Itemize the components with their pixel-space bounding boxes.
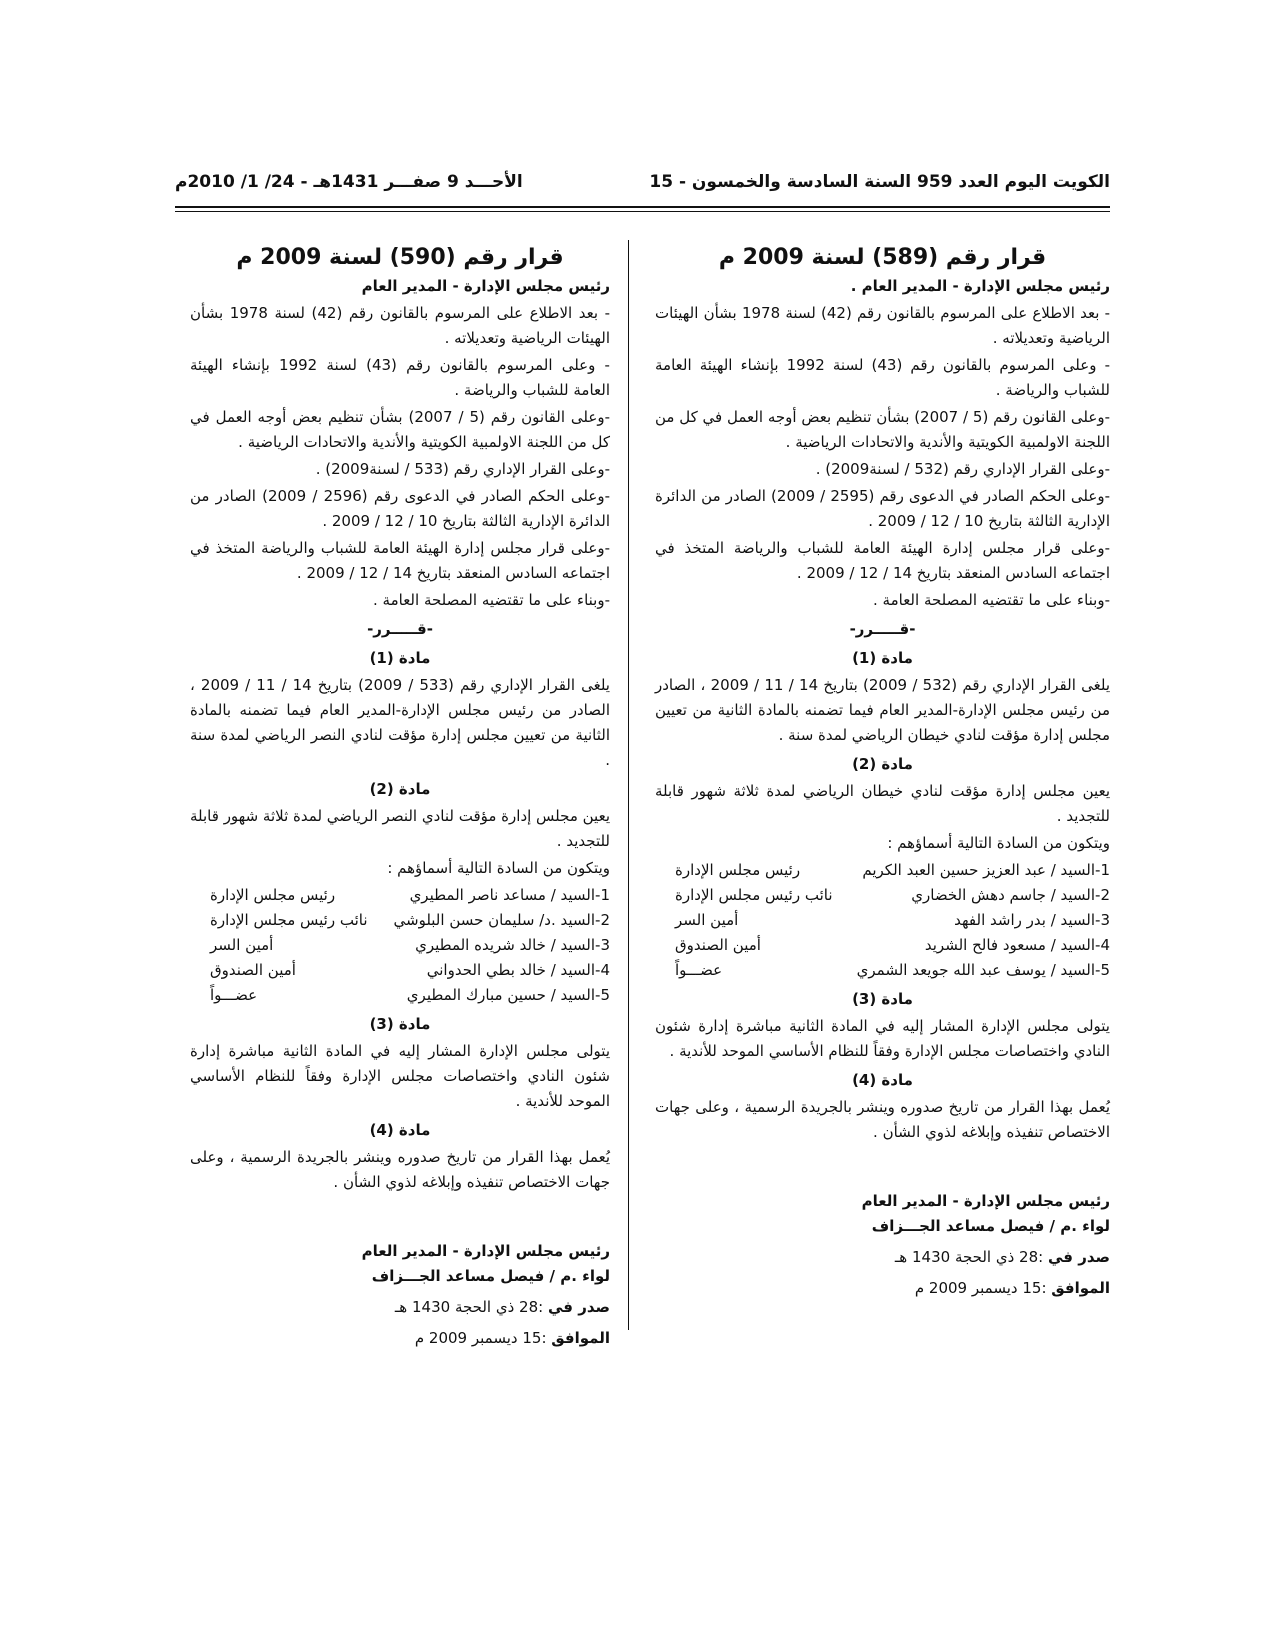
issued-hijri: :28 ذي الحجة 1430 هـ	[894, 1248, 1044, 1266]
member-row	[655, 958, 1110, 983]
signature-block	[655, 1189, 1110, 1301]
member-row	[655, 908, 1110, 933]
issued-hijri: :28 ذي الحجة 1430 هـ	[394, 1298, 544, 1316]
member-row	[655, 858, 1110, 883]
member-role: رئيس مجلس الإدارة	[675, 861, 801, 879]
article-text: يتولى مجلس الإدارة المشار إليه في المادة الثانية مباشرة إدارة شئون النادي واختصاصات مجلس الإدارة وفقاً للنظام الأساسي الموحد للأندية .	[655, 1017, 1110, 1060]
article-heading: مادة (1)	[852, 649, 913, 667]
signature-title: رئيس مجلس الإدارة - المدير العام	[361, 1242, 610, 1260]
article-text: يلغى القرار الإداري رقم (533 / 2009) بتاريخ 14 / 11 / 2009 ، الصادر من رئيس مجلس الإدارة-المدير العام فيما تضمنه بالمادة الثانية من تعيين مجلس إدارة مؤقت لنادي النصر الرياضي لمدة سنة .	[190, 676, 610, 769]
article-text: يتولى مجلس الإدارة المشار إليه في المادة الثانية مباشرة إدارة شئون النادي واختصاصات مجلس الإدارة وفقاً للنظام الأساسي الموحد للأندية .	[190, 1042, 610, 1110]
issued-label: صدر في	[547, 1298, 610, 1316]
decides-heading: -قـــــرر-	[367, 620, 433, 638]
preamble-item: -وعلى القرار الإداري رقم (533 / لسنة2009) .	[315, 460, 610, 478]
member-role: أمين الصندوق	[675, 936, 761, 954]
article-heading: مادة (4)	[852, 1071, 913, 1089]
preamble-item: -وعلى قرار مجلس إدارة الهيئة العامة للشباب والرياضة المتخذ في اجتماعه السادس المنعقد بتاريخ 14 / 12 / 2009 .	[655, 539, 1110, 582]
decides-heading: -قـــــرر-	[849, 620, 916, 638]
corresponding-gregorian: :15 ديسمبر 2009 م	[414, 1329, 547, 1347]
article-heading: مادة (2)	[369, 780, 431, 798]
issued-date	[655, 1245, 1110, 1270]
member-row	[190, 908, 610, 933]
corresponding-date	[655, 1276, 1110, 1301]
member-row	[190, 933, 610, 958]
signature-block	[190, 1239, 610, 1351]
article-text: يعين مجلس إدارة مؤقت لنادي خيطان الرياضي لمدة ثلاثة شهور قابلة للتجديد .	[655, 782, 1110, 825]
member-name: 4-السيد / مسعود فالح الشريد	[924, 936, 1110, 954]
members-list	[190, 883, 610, 1008]
member-name: 1-السيد / مساعد ناصر المطيري	[409, 886, 610, 904]
decision-589	[655, 245, 1110, 1301]
article-heading: مادة (3)	[852, 990, 913, 1008]
signature-title: رئيس مجلس الإدارة - المدير العام	[861, 1192, 1110, 1210]
article-heading: مادة (4)	[369, 1121, 431, 1139]
signature-name: لواء .م / فيصل مساعد الجـــزاف	[871, 1217, 1110, 1235]
preamble-item: -وعلى القرار الإداري رقم (532 / لسنة2009) .	[815, 460, 1110, 478]
member-role: نائب رئيس مجلس الإدارة	[210, 911, 368, 929]
preamble-item: - وعلى المرسوم بالقانون رقم (43) لسنة 1992 بإنشاء الهيئة العامة للشباب والرياضة .	[190, 356, 610, 399]
member-role: أمين السر	[210, 936, 274, 954]
member-role: نائب رئيس مجلس الإدارة	[675, 886, 833, 904]
issued-label: صدر في	[1047, 1248, 1110, 1266]
member-name: 5-السيد / يوسف عبد الله جويعد الشمري	[856, 961, 1110, 979]
member-role: عضـــواً	[675, 961, 723, 979]
member-role: أمين الصندوق	[210, 961, 296, 979]
members-intro: ويتكون من السادة التالية أسماؤهم :	[887, 834, 1110, 852]
article-text: يُعمل بهذا القرار من تاريخ صدوره وينشر بالجريدة الرسمية ، وعلى جهات الاختصاص تنفيذه وإبلاغه لذوي الشأن .	[655, 1098, 1110, 1141]
member-name: 4-السيد / خالد بطي الحدواني	[426, 961, 610, 979]
corresponding-label: الموافق	[1051, 1279, 1110, 1297]
corresponding-gregorian: :15 ديسمبر 2009 م	[914, 1279, 1047, 1297]
member-row	[655, 883, 1110, 908]
member-row	[190, 883, 610, 908]
article-text: يلغى القرار الإداري رقم (532 / 2009) بتاريخ 14 / 11 / 2009 ، الصادر من رئيس مجلس الإدارة-المدير العام فيما تضمنه بالمادة الثانية من تعيين مجلس إدارة مؤقت لنادي خيطان الرياضي لمدة سنة .	[655, 676, 1111, 744]
page-header	[175, 172, 1110, 202]
preamble-item: -وعلى الحكم الصادر في الدعوى رقم (2596 / 2009) الصادر من الدائرة الإدارية الثالثة بتاريخ 10 / 12 / 2009 .	[190, 487, 610, 530]
preamble-item: -وعلى القانون رقم (5 / 2007) بشأن تنظيم بعض أوجه العمل في كل من اللجنة الاولمبية الكويتية والأندية والاتحادات الرياضية .	[655, 408, 1110, 451]
members-list	[655, 858, 1110, 983]
member-row	[190, 983, 610, 1008]
preamble-item: - بعد الاطلاع على المرسوم بالقانون رقم (42) لسنة 1978 بشأن الهيئات الرياضية وتعديلاته .	[190, 304, 610, 347]
preamble-item: -وبناء على ما تقتضيه المصلحة العامة .	[373, 591, 610, 609]
decision-title: قرار رقم (589) لسنة 2009 م	[718, 245, 1047, 270]
column-separator	[628, 240, 629, 1330]
member-name: 1-السيد / عبد العزيز حسين العبد الكريم	[862, 861, 1110, 879]
corresponding-date	[190, 1326, 610, 1351]
decision-issuer: رئيس مجلس الإدارة - المدير العام .	[850, 277, 1110, 295]
member-name: 5-السيد / حسين مبارك المطيري	[406, 986, 610, 1004]
header-issue-info: الكويت اليوم العدد 959 السنة السادسة والخمسون - 15	[649, 172, 1110, 192]
decision-title: قرار رقم (590) لسنة 2009 م	[236, 245, 564, 270]
article-heading: مادة (2)	[852, 755, 913, 773]
header-rule	[175, 206, 1110, 208]
issued-date	[190, 1295, 610, 1320]
decision-issuer: رئيس مجلس الإدارة - المدير العام	[361, 277, 610, 295]
member-name: 3-السيد / خالد شريده المطيري	[415, 936, 610, 954]
member-role: عضـــواً	[210, 986, 258, 1004]
signature-name: لواء .م / فيصل مساعد الجـــزاف	[371, 1267, 610, 1285]
preamble-item: -وبناء على ما تقتضيه المصلحة العامة .	[873, 591, 1110, 609]
article-heading: مادة (1)	[369, 649, 431, 667]
preamble-item: -وعلى القانون رقم (5 / 2007) بشأن تنظيم بعض أوجه العمل في كل من اللجنة الاولمبية الكويتية والأندية والاتحادات الرياضية .	[190, 408, 610, 451]
article-text: يعين مجلس إدارة مؤقت لنادي النصر الرياضي لمدة ثلاثة شهور قابلة للتجديد .	[190, 807, 610, 850]
preamble-item: -وعلى الحكم الصادر في الدعوى رقم (2595 / 2009) الصادر من الدائرة الإدارية الثالثة بتاريخ 10 / 12 / 2009 .	[655, 487, 1111, 530]
member-role: أمين السر	[675, 911, 739, 929]
header-rule-thin	[175, 211, 1110, 212]
preamble-item: - بعد الاطلاع على المرسوم بالقانون رقم (42) لسنة 1978 بشأن الهيئات الرياضية وتعديلاته .	[655, 304, 1110, 347]
preamble-item: -وعلى قرار مجلس إدارة الهيئة العامة للشباب والرياضة المتخذ في اجتماعه السادس المنعقد بتاريخ 14 / 12 / 2009 .	[190, 539, 610, 582]
member-row	[655, 933, 1110, 958]
article-heading: مادة (3)	[369, 1015, 431, 1033]
article-text: يُعمل بهذا القرار من تاريخ صدوره وينشر بالجريدة الرسمية ، وعلى جهات الاختصاص تنفيذه وإبلاغه لذوي الشأن .	[190, 1148, 610, 1191]
member-name: 3-السيد / بدر راشد الفهد	[954, 911, 1110, 929]
member-name: 2-السيد / جاسم دهش الخضاري	[911, 886, 1110, 904]
member-row	[190, 958, 610, 983]
corresponding-label: الموافق	[551, 1329, 610, 1347]
header-date: الأحـــد 9 صفـــر 1431هـ - 24/ 1/ 2010م	[175, 172, 523, 192]
members-intro: ويتكون من السادة التالية أسماؤهم :	[387, 859, 610, 877]
decision-590	[190, 245, 610, 1351]
member-name: 2-السيد .د/ سليمان حسن البلوشي	[393, 911, 610, 929]
member-role: رئيس مجلس الإدارة	[210, 886, 336, 904]
preamble-item: - وعلى المرسوم بالقانون رقم (43) لسنة 1992 بإنشاء الهيئة العامة للشباب والرياضة .	[655, 356, 1110, 399]
